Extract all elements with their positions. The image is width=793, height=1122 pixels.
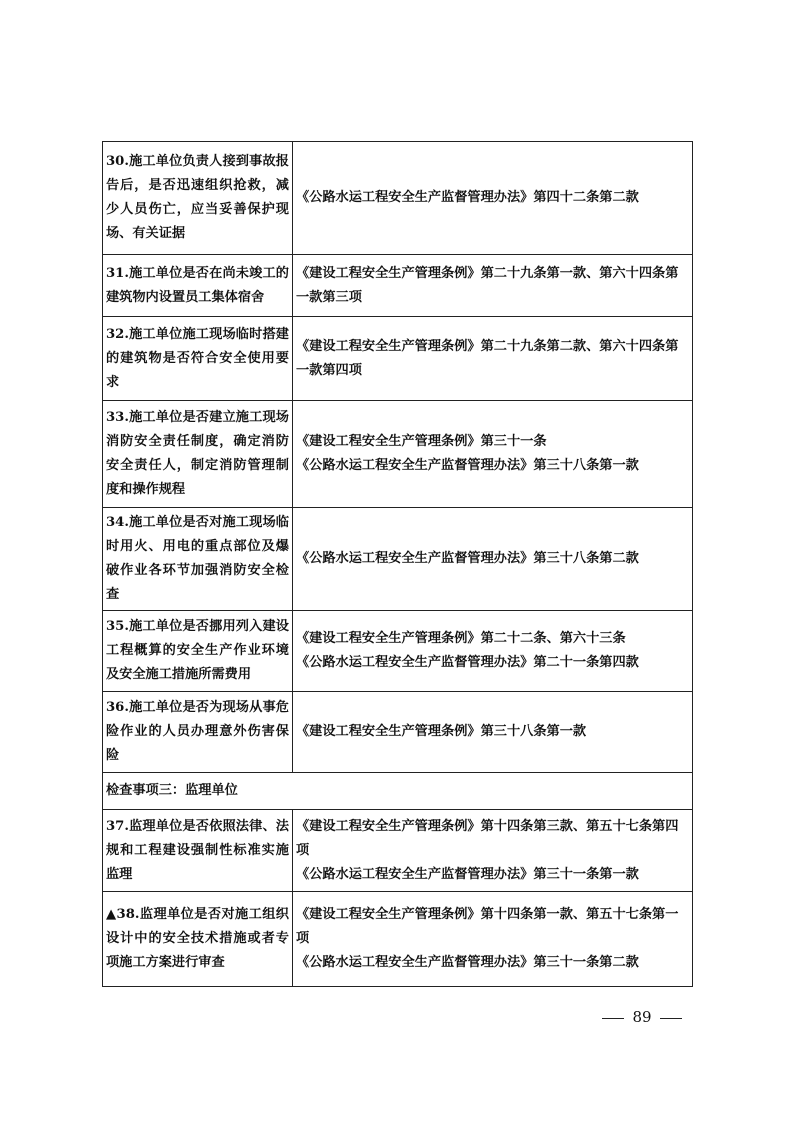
dash-right xyxy=(660,1018,682,1019)
dash-left xyxy=(602,1018,624,1019)
basis-cell xyxy=(293,810,693,892)
basis-line: 《建设工程安全生产管理条例》第十四条第三款、第五十七条第四项 xyxy=(296,818,679,858)
basis-line: 《公路水运工程安全生产监督管理办法》第三十八条第一款 xyxy=(296,458,639,473)
basis-cell xyxy=(293,611,693,692)
basis-line: 《公路水运工程安全生产监督管理办法》第二十一条第四款 xyxy=(296,655,639,670)
table-row xyxy=(103,692,693,773)
table-row xyxy=(103,317,693,401)
basis-line: 《建设工程安全生产管理条例》第二十九条第二款、第六十四条第一款第四项 xyxy=(296,338,679,378)
section-heading: 检查事项三：监理单位 xyxy=(103,773,693,810)
basis-line: 《建设工程安全生产管理条例》第十四条第一款、第五十七条第一项 xyxy=(296,907,679,946)
basis-cell xyxy=(293,255,693,317)
question-cell: 33.施工单位是否建立施工现场消防安全责任制度，确定消防安全责任人，制定消防管理制度和操作规程 xyxy=(103,401,293,508)
regulation-table xyxy=(102,141,693,987)
basis-line: 《建设工程安全生产管理条例》第二十九条第一款、第六十四条第一款第三项 xyxy=(296,265,679,305)
basis-cell xyxy=(293,317,693,401)
basis-line: 《公路水运工程安全生产监督管理办法》第三十八条第二款 xyxy=(296,551,639,566)
table-row xyxy=(103,611,693,692)
table-row xyxy=(103,810,693,892)
basis-cell xyxy=(293,692,693,773)
basis-cell xyxy=(293,401,693,508)
question-cell: 36.施工单位是否为现场从事危险作业的人员办理意外伤害保险 xyxy=(103,692,293,773)
question-cell: 30.施工单位负责人接到事故报告后，是否迅速组织抢救，减少人员伤亡，应当妥善保护现场、有关证据 xyxy=(103,142,293,255)
table-row xyxy=(103,892,693,987)
table-row xyxy=(103,508,693,611)
basis-line: 《建设工程安全生产管理条例》第三十八条第一款 xyxy=(296,724,587,739)
basis-line: 《公路水运工程安全生产监督管理办法》第三十一条第二款 xyxy=(296,955,639,970)
question-cell: 35.施工单位是否挪用列入建设工程概算的安全生产作业环境及安全施工措施所需费用 xyxy=(103,611,293,692)
question-cell: 31.施工单位是否在尚未竣工的建筑物内设置员工集体宿舍 xyxy=(103,255,293,317)
basis-cell xyxy=(293,508,693,611)
basis-line: 《公路水运工程安全生产监督管理办法》第三十一条第一款 xyxy=(296,866,639,882)
question-cell: 34.施工单位是否对施工现场临时用火、用电的重点部位及爆破作业各环节加强消防安全检查 xyxy=(103,508,293,611)
question-cell: ▲38.监理单位是否对施工组织设计中的安全技术措施或者专项施工方案进行审查 xyxy=(103,892,293,987)
table-row xyxy=(103,255,693,317)
basis-line: 《公路水运工程安全生产监督管理办法》第四十二条第二款 xyxy=(296,190,639,205)
section-row xyxy=(103,773,693,810)
table-row xyxy=(103,142,693,255)
page-number: 89 xyxy=(632,1008,652,1026)
question-cell: 37.监理单位是否依照法律、法规和工程建设强制性标准实施监理 xyxy=(103,810,293,892)
basis-line: 《建设工程安全生产管理条例》第三十一条 xyxy=(296,434,547,449)
page-number-footer xyxy=(592,1008,692,1026)
question-cell: 32.施工单位施工现场临时搭建的建筑物是否符合安全使用要求 xyxy=(103,317,293,401)
basis-cell xyxy=(293,892,693,987)
basis-cell xyxy=(293,142,693,255)
basis-line: 《建设工程安全生产管理条例》第二十二条、第六十三条 xyxy=(296,631,626,646)
table-row xyxy=(103,401,693,508)
